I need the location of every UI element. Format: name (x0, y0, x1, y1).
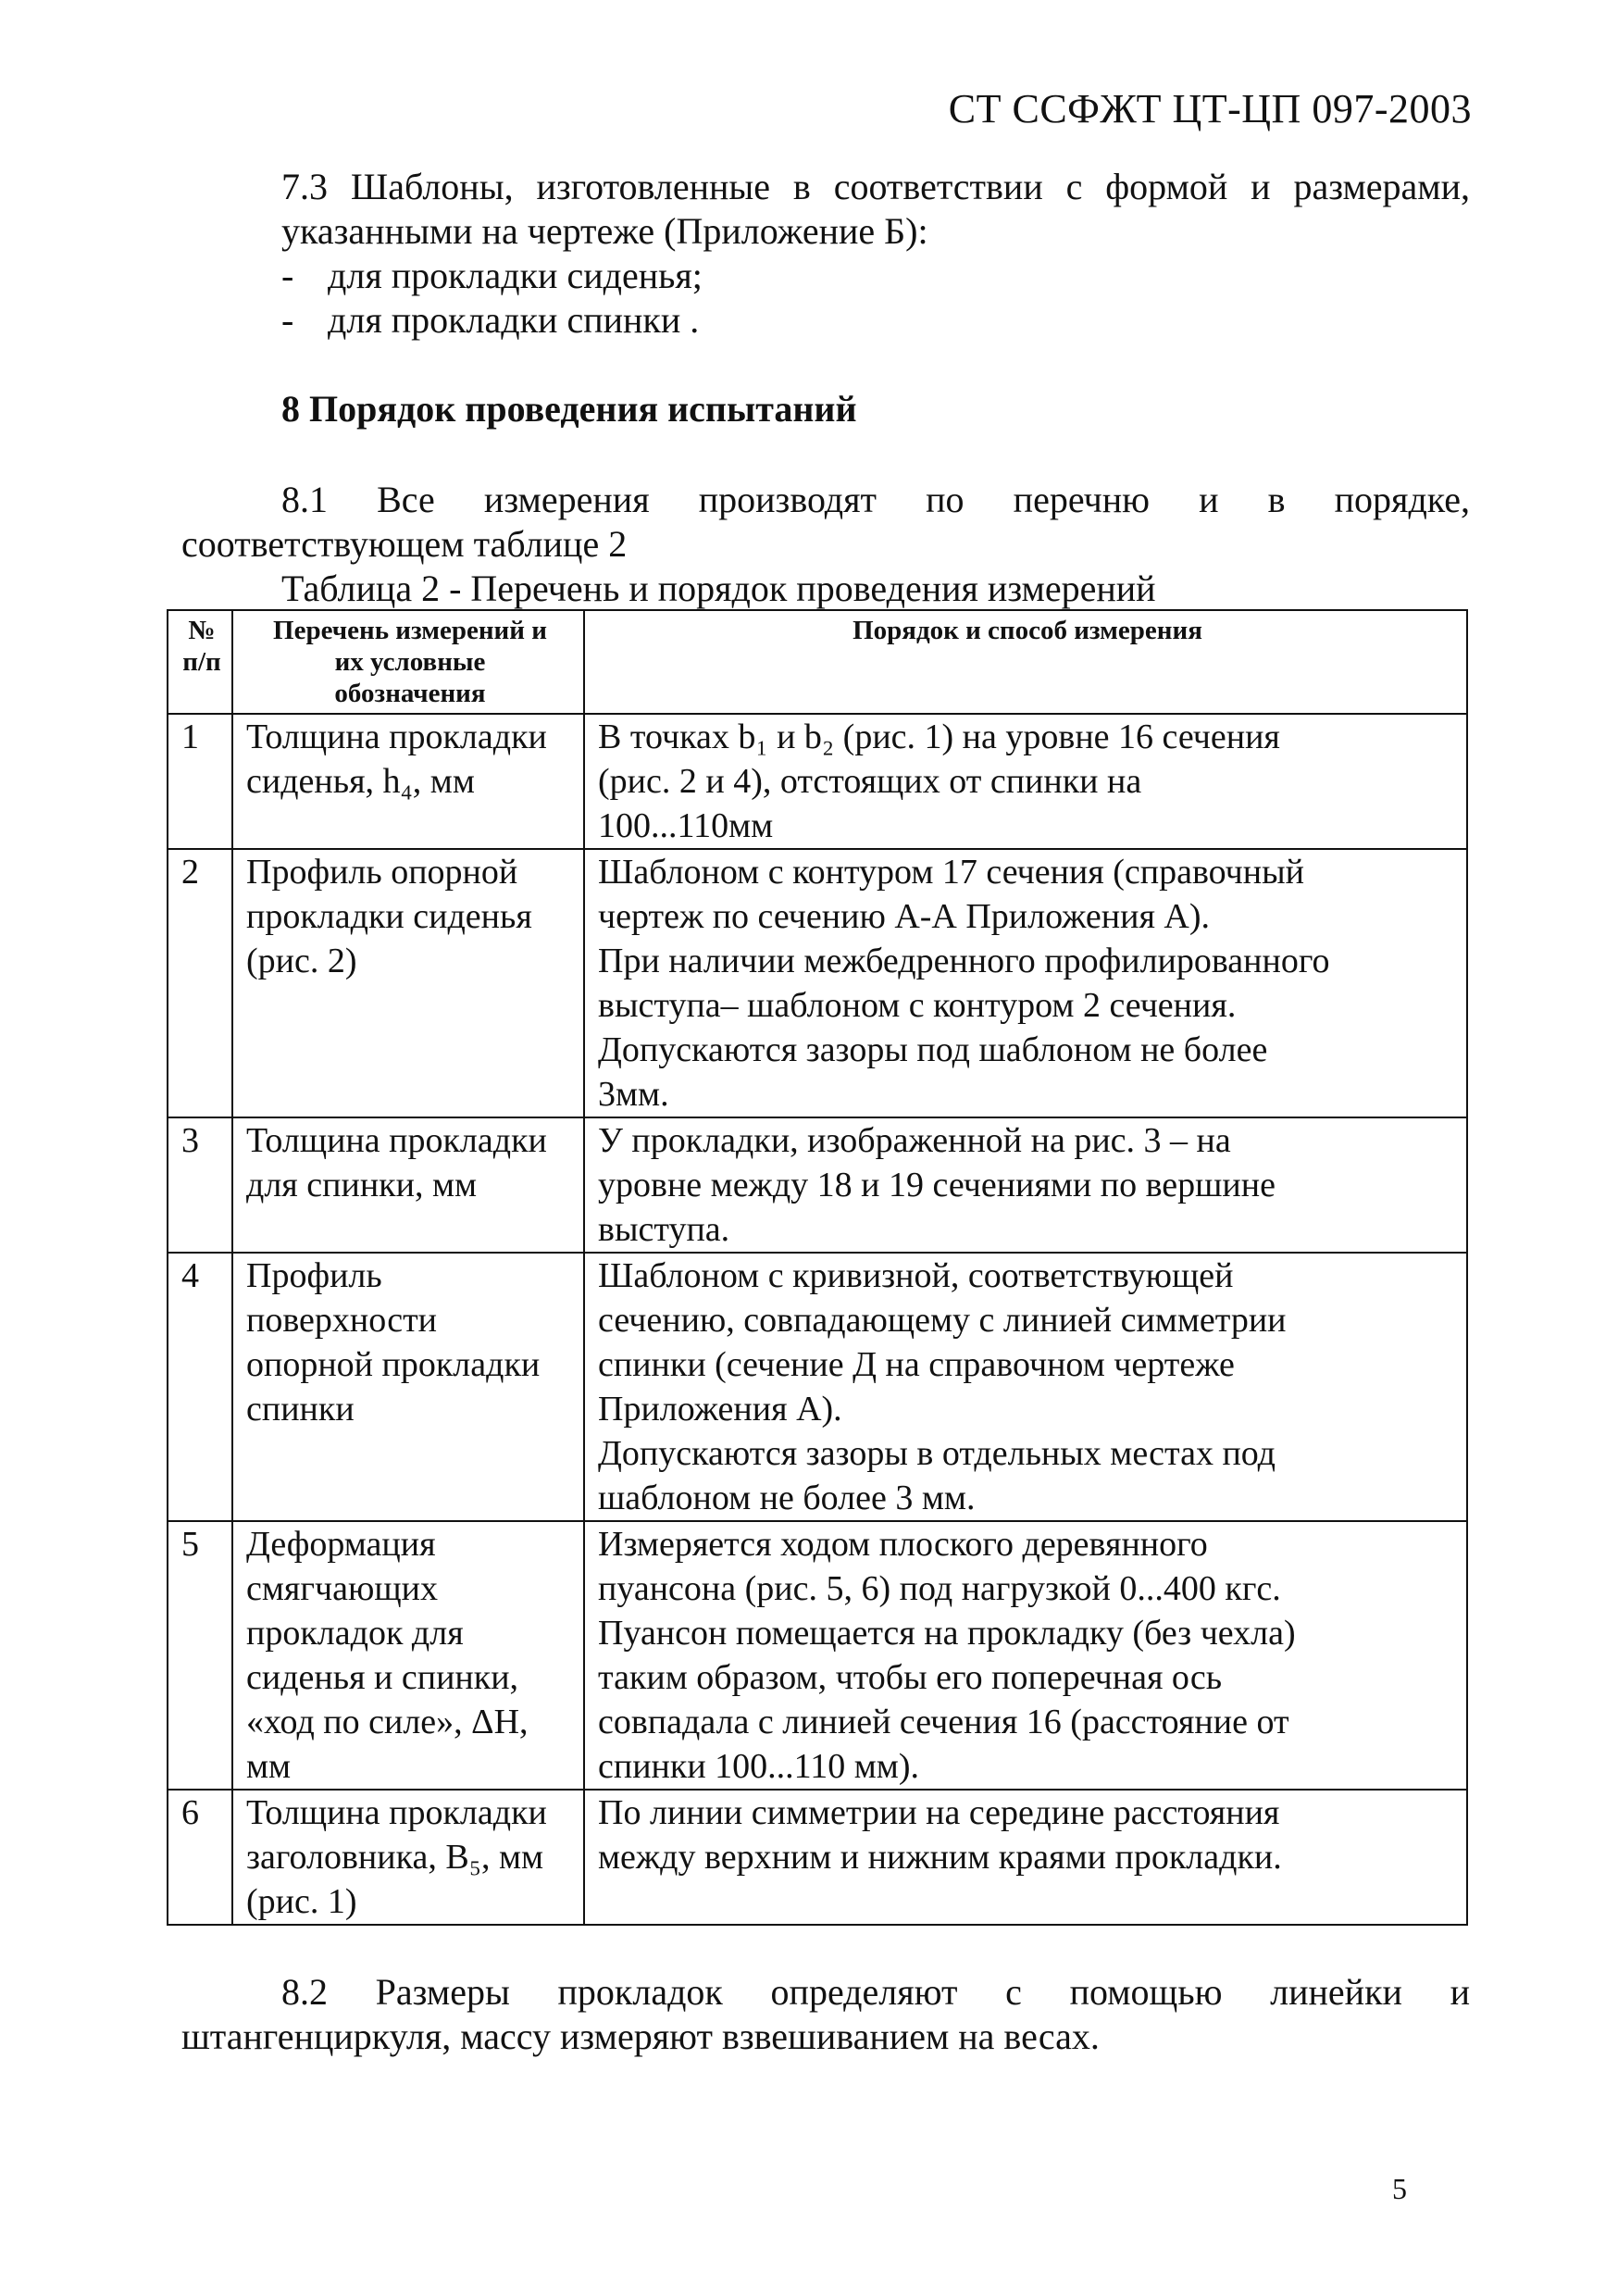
section-title: 8 Порядок проведения испытаний (281, 388, 857, 430)
row-name: Деформация смягчающих прокладок для сиденья и спинки, «ход по силе», ΔH, мм (232, 1521, 584, 1790)
header-name: Перечень измерений и их условные обозначения (232, 610, 584, 714)
bullet-dash: - (281, 255, 294, 296)
row-num: 6 (168, 1790, 232, 1925)
row-method: Шаблоном с кривизной, соответствующей сечению, совпадающему с линией симметрии спинки (сечение Д на справочном чертеже Приложения А). Допускаются зазоры в отдельных местах под шаблоном не более 3 мм. (584, 1253, 1467, 1521)
header-num: № п/п (168, 610, 232, 714)
list-item-text: для прокладки сиденья; (328, 255, 703, 296)
paragraph-line: указанными на чертеже (Приложение Б): (281, 210, 928, 252)
table-row (168, 849, 1467, 1117)
row-num: 5 (168, 1521, 232, 1790)
document-code: СТ ССФЖТ ЦТ-ЦП 097-2003 (948, 86, 1472, 131)
table-caption: Таблица 2 - Перечень и порядок проведения измерений (281, 568, 1156, 609)
page-number: 5 (1392, 2172, 1407, 2205)
row-name: Профиль опорной прокладки сиденья (рис. 2) (232, 849, 584, 1117)
table-row (168, 1253, 1467, 1521)
paragraph-line: 7.3 Шаблоны, изготовленные в соответствии с формой и размерами, (281, 166, 1470, 207)
header-method: Порядок и способ измерения (584, 610, 1467, 714)
paragraph-line: штангенциркуля, массу измеряют взвешиванием на весах. (181, 2015, 1100, 2057)
paragraph-line: 8.2 Размеры прокладок определяют с помощью линейки и (281, 1971, 1470, 2013)
paragraph-8-1 (181, 478, 1470, 567)
measurements-table (167, 609, 1468, 1926)
table-row (168, 714, 1467, 849)
row-method: У прокладки, изображенной на рис. 3 – на уровне между 18 и 19 сечениями по вершине выступа. (584, 1117, 1467, 1253)
table-row (168, 1521, 1467, 1790)
row-method: В точках b₁ и b₂ (рис. 1) на уровне 16 сечения (рис. 2 и 4), отстоящих от спинки на 100...110мм (584, 714, 1467, 849)
row-num: 1 (168, 714, 232, 849)
row-name: Толщина прокладки сиденья, h₄, мм (232, 714, 584, 849)
row-method: По линии симметрии на середине расстояния между верхним и нижним краями прокладки. (584, 1790, 1467, 1925)
list-item-text: для прокладки спинки . (328, 299, 700, 341)
bullet-dash: - (281, 299, 294, 341)
row-num: 3 (168, 1117, 232, 1253)
row-name: Профиль поверхности опорной прокладки спинки (232, 1253, 584, 1521)
table-header-row (168, 610, 1467, 714)
table-row (168, 1117, 1467, 1253)
row-num: 4 (168, 1253, 232, 1521)
paragraph-7-3 (181, 165, 1470, 254)
paragraph-line: соответствующем таблице 2 (181, 523, 628, 565)
row-name: Толщина прокладки заголовника, B₅, мм (рис. 1) (232, 1790, 584, 1925)
list-item (281, 254, 703, 298)
paragraph-line: 8.1 Все измерения производят по перечню и в порядке, (281, 479, 1470, 520)
list-item (281, 298, 703, 343)
row-method: Измеряется ходом плоского деревянного пуансона (рис. 5, 6) под нагрузкой 0...400 кгс. Пуансон помещается на прокладку (без чехла) таким образом, чтобы его поперечная ось совпадала с линией сечения 16 (расстояние от спинки 100...110 мм). (584, 1521, 1467, 1790)
row-name: Толщина прокладки для спинки, мм (232, 1117, 584, 1253)
row-method: Шаблоном с контуром 17 сечения (справочный чертеж по сечению А-А Приложения А). При наличии межбедренного профилированного выступа– шаблоном с контуром 2 сечения. Допускаются зазоры под шаблоном не более 3мм. (584, 849, 1467, 1117)
row-num: 2 (168, 849, 232, 1117)
table-row (168, 1790, 1467, 1925)
paragraph-8-2 (181, 1970, 1470, 2059)
template-list (281, 254, 703, 343)
